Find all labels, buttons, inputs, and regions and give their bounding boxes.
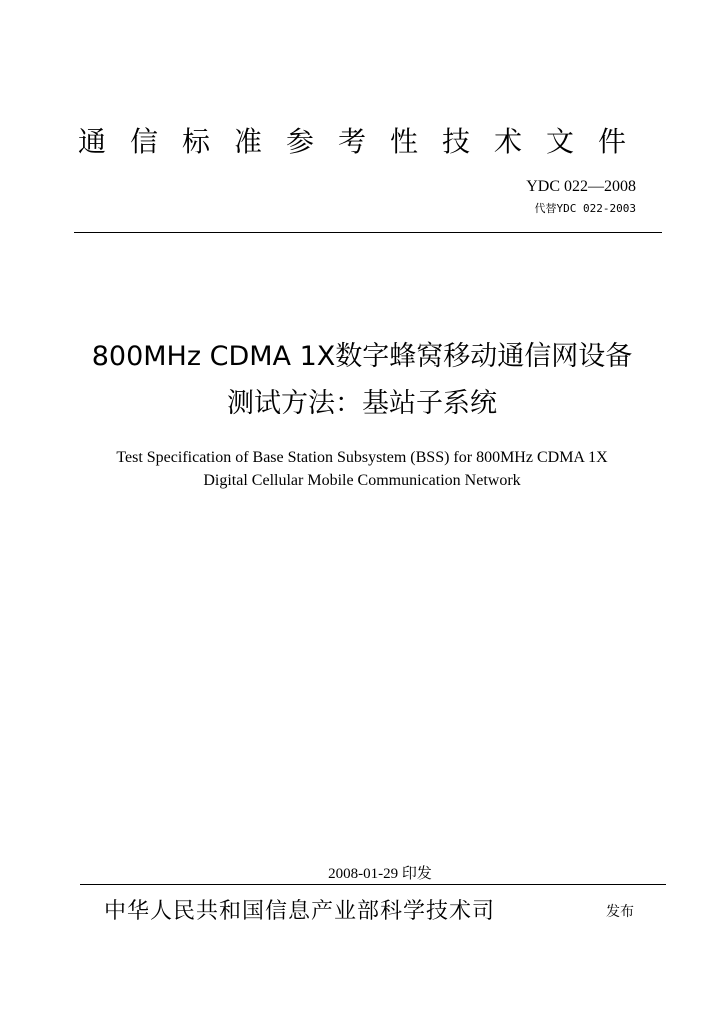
chinese-title-line-2: 测试方法：基站子系统 bbox=[227, 388, 497, 419]
issue-date: 2008-01-29 印发 bbox=[328, 866, 432, 882]
standard-number: YDC 022—2008 bbox=[526, 178, 636, 195]
document-type-heading: 通信标准参考性技术文件 bbox=[78, 125, 651, 158]
publisher-name: 中华人民共和国信息产业部科学技术司 bbox=[104, 899, 496, 924]
replaces-note: 代替YDC 022-2003 bbox=[534, 202, 636, 215]
header-divider bbox=[74, 232, 662, 233]
english-title-line-1: Test Specification of Base Station Subsystem (BSS) for 800MHz CDMA 1X bbox=[116, 449, 608, 466]
publish-label: 发布 bbox=[606, 904, 634, 920]
footer-divider bbox=[80, 884, 666, 885]
english-title-line-2: Digital Cellular Mobile Communication Network bbox=[203, 472, 521, 489]
chinese-title-line-1: 800MHz CDMA 1X数字蜂窝移动通信网设备 bbox=[91, 341, 633, 372]
